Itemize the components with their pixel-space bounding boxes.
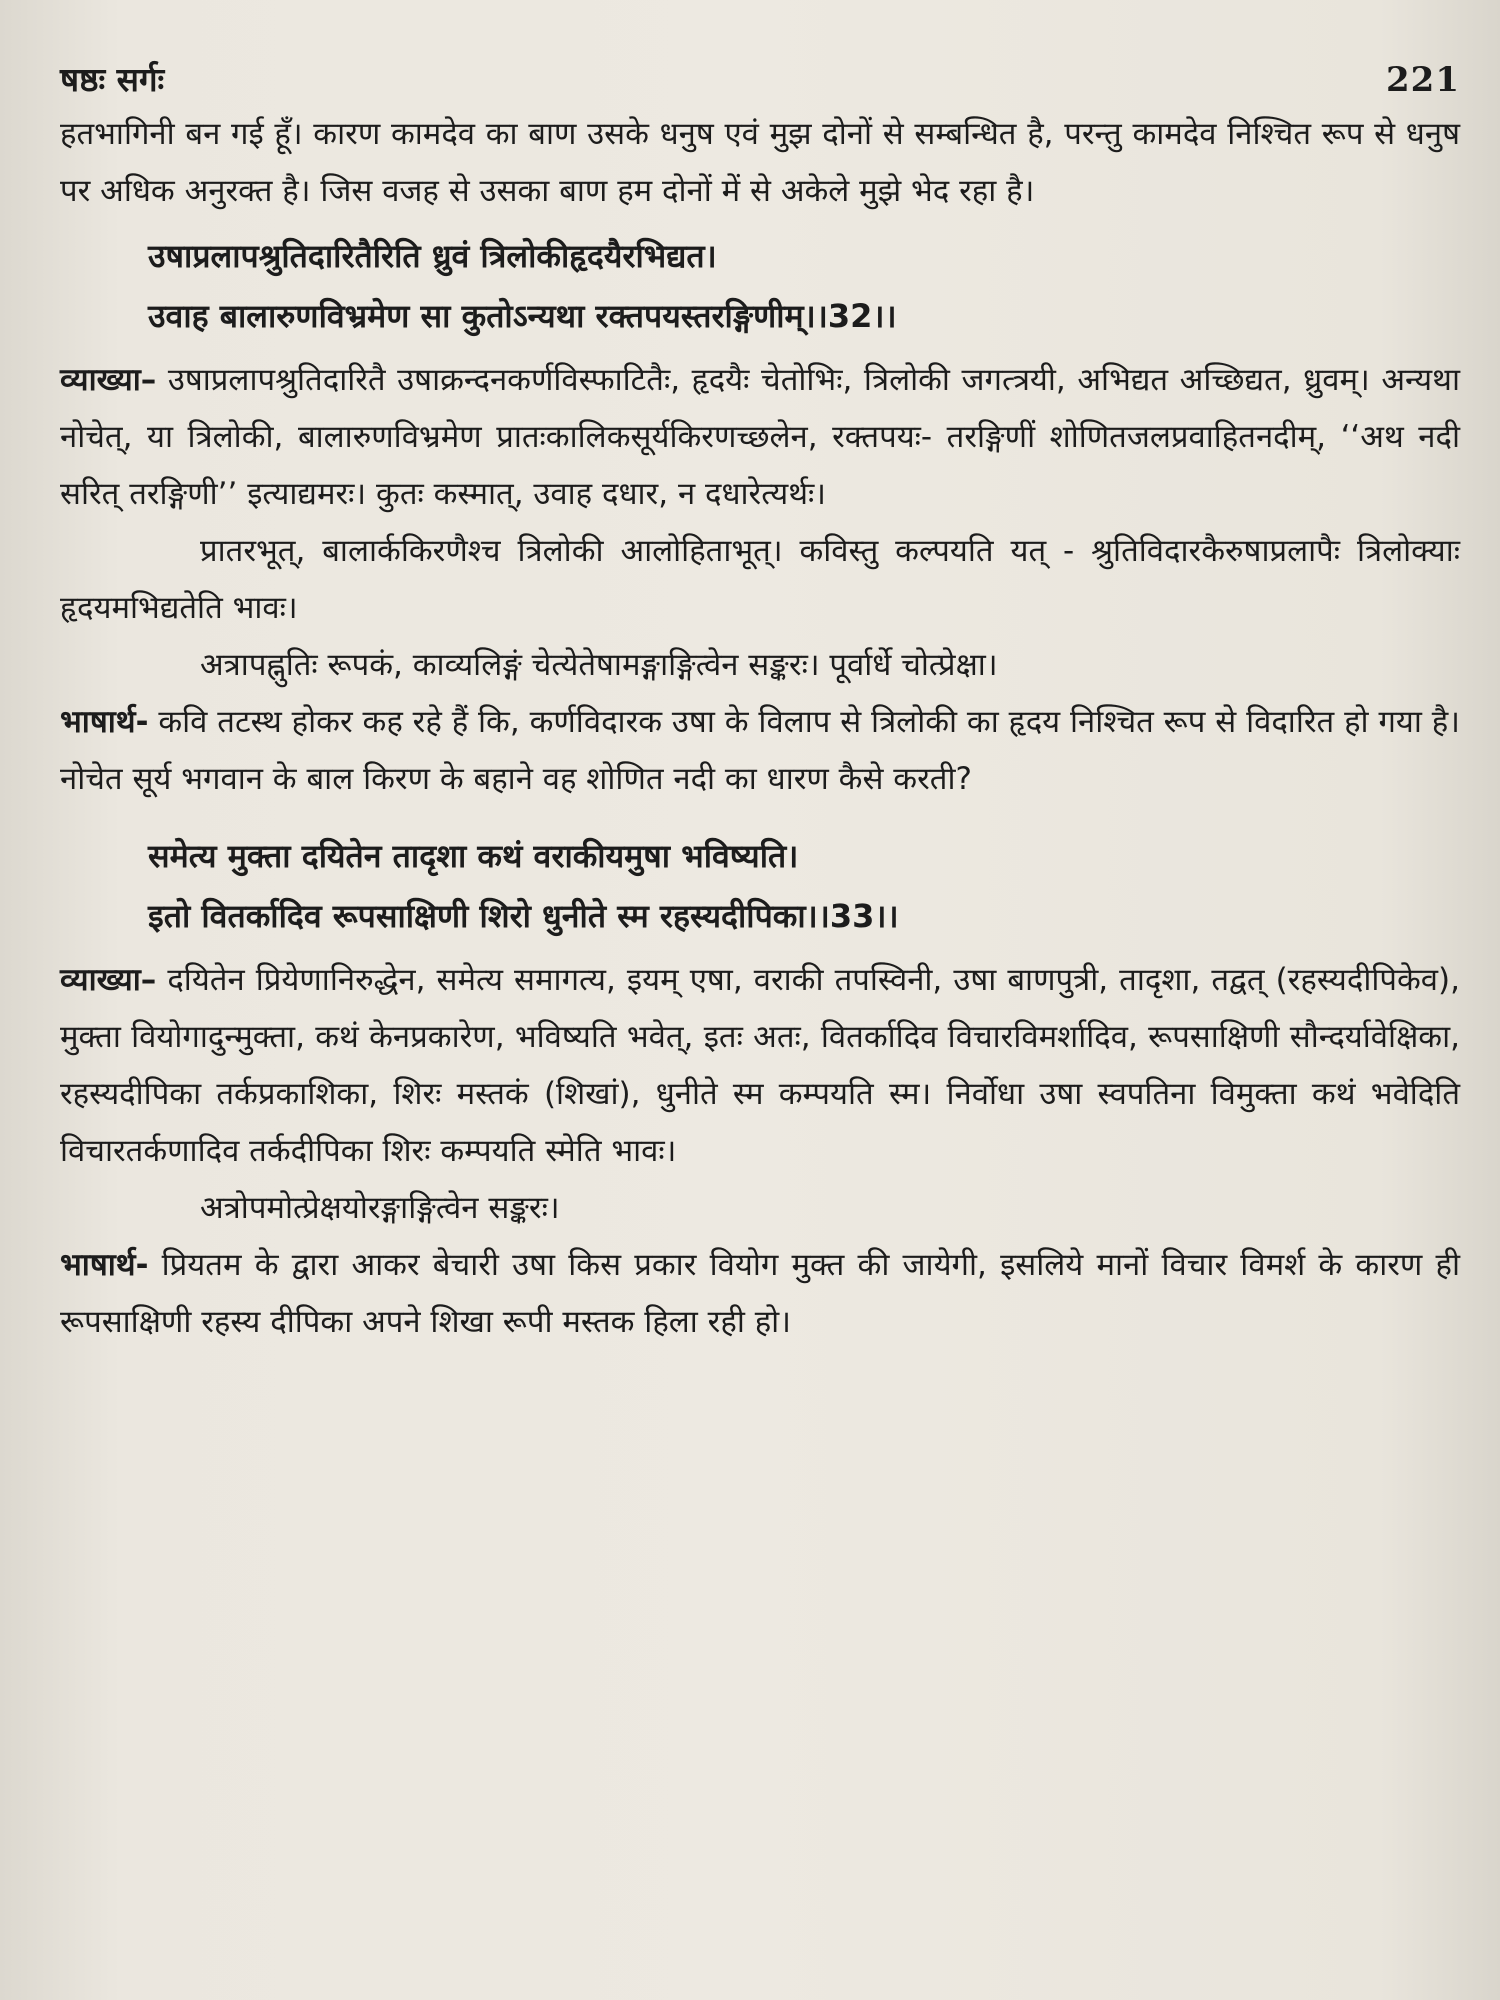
bhashartha-33: [60, 1237, 1460, 1351]
verse-32: [60, 226, 1460, 346]
bhashartha-32: [60, 694, 1460, 808]
verse-33-line-2: इतो वितर्कादिव रूपसाक्षिणी शिरो धुनीते स्म रहस्यदीपिका।।33।।: [148, 897, 899, 935]
vyakhya-32: [60, 352, 1460, 523]
bhashartha-33-text: प्रियतम के द्वारा आकर बेचारी उषा किस प्रकार वियोग मुक्त की जायेगी, इसलिये मानों विचार विमर्श के कारण ही रूपसाक्षिणी रहस्य दीपिका अपने शिखा रूपी मस्तक हिला रही हो।: [60, 1247, 1460, 1340]
verse-32-line-1: उषाप्रलापश्रुतिदारितैरिति ध्रुवं त्रिलोकीहृदयैरभिद्यत।: [148, 237, 717, 275]
vyakhya-32-para-3: अत्रापह्नुतिः रूपकं, काव्यलिङ्गं चेत्येतेषामङ्गाङ्गित्वेन सङ्करः। पूर्वार्धे चोत्प्रेक्षा।: [200, 647, 998, 683]
verse-33: [60, 826, 1460, 946]
paragraph-continuation: हतभागिनी बन गई हूँ। कारण कामदेव का बाण उसके धनुष एवं मुझ दोनों से सम्बन्धित है, परन्तु कामदेव निश्चित रूप से धनुष पर अधिक अनुरक्त है। जिस वजह से उसका बाण हम दोनों में से अकेले मुझे भेद रहा है।: [60, 116, 1460, 209]
vyakhya-32-text: उषाप्रलापश्रुतिदारितै उषाक्रन्दनकर्णविस्फाटितैः, हृदयैः चेतोभिः, त्रिलोकी जगत्त्रयी, अभिद्यत अच्छिद्यत, ध्रुवम्। अन्यथा नोचेत्, या त्रिलोकी, बालारुणविभ्रमेण प्रातःकालिकसूर्यकिरणच्छलेन, रक्तपयः- तरङ्गिणीं शोणितजलप्रवाहितनदीम्, ‘‘अथ नदी सरित् तरङ्गिणी’’ इत्याद्यमरः। कुतः कस्मात्, उवाह दधार, न दधारेत्यर्थः।: [60, 362, 1460, 512]
page-header: [60, 56, 1460, 106]
vyakhya-33: [60, 952, 1460, 1180]
bhashartha-label: भाषार्थ-: [60, 704, 149, 740]
vyakhya-label: व्याख्या–: [60, 362, 157, 398]
bhashartha-32-text: कवि तटस्थ होकर कह रहे हैं कि, कर्णविदारक उषा के विलाप से त्रिलोकी का हृदय निश्चित रूप से विदारित हो गया है। नोचेत सूर्य भगवान के बाल किरण के बहाने वह शोणित नदी का धारण कैसे करती?: [60, 704, 1460, 797]
bhashartha-label: भाषार्थ-: [60, 1247, 149, 1283]
verse-32-line-2: उवाह बालारुणविभ्रमेण सा कुतोऽन्यथा रक्तपयस्तरङ्गिणीम्।।32।।: [148, 297, 897, 335]
page-number: 221: [1386, 60, 1460, 100]
chapter-title: षष्ठः सर्गः: [60, 60, 165, 99]
vyakhya-33-text: दयितेन प्रियेणानिरुद्धेन, समेत्य समागत्य, इयम् एषा, वराकी तपस्विनी, उषा बाणपुत्री, तादृशा, तद्वत् (रहस्यदीपिकेव), मुक्ता वियोगादुन्मुक्ता, कथं केनप्रकारेण, भविष्यति भवेत्, इतः अतः, वितर्कादिव विचारविमर्शादिव, रूपसाक्षिणी सौन्दर्यावेक्षिका, रहस्यदीपिका तर्कप्रकाशिका, शिरः मस्तकं (शिखां), धुनीते स्म कम्पयति स्म। निर्वोधा उषा स्वपतिना विमुक्ता कथं भवेदिति विचारतर्कणादिव तर्कदीपिका शिरः कम्पयति स्मेति भावः।: [60, 962, 1460, 1169]
verse-33-line-1: समेत्य मुक्ता दयितेन तादृशा कथं वराकीयमुषा भविष्यति।: [148, 837, 799, 875]
vyakhya-33-para-2: अत्रोपमोत्प्रेक्षयोरङ्गाङ्गित्वेन सङ्करः।: [200, 1190, 560, 1226]
vyakhya-label: व्याख्या–: [60, 962, 157, 998]
vyakhya-32-para-2: प्रातरभूत्, बालार्ककिरणैश्च त्रिलोकी आलोहिताभूत्। कविस्तु कल्पयति यत् - श्रुतिविदारकैरुषाप्रलापैः त्रिलोक्याः हृदयमभिद्यतेति भावः।: [60, 533, 1460, 626]
